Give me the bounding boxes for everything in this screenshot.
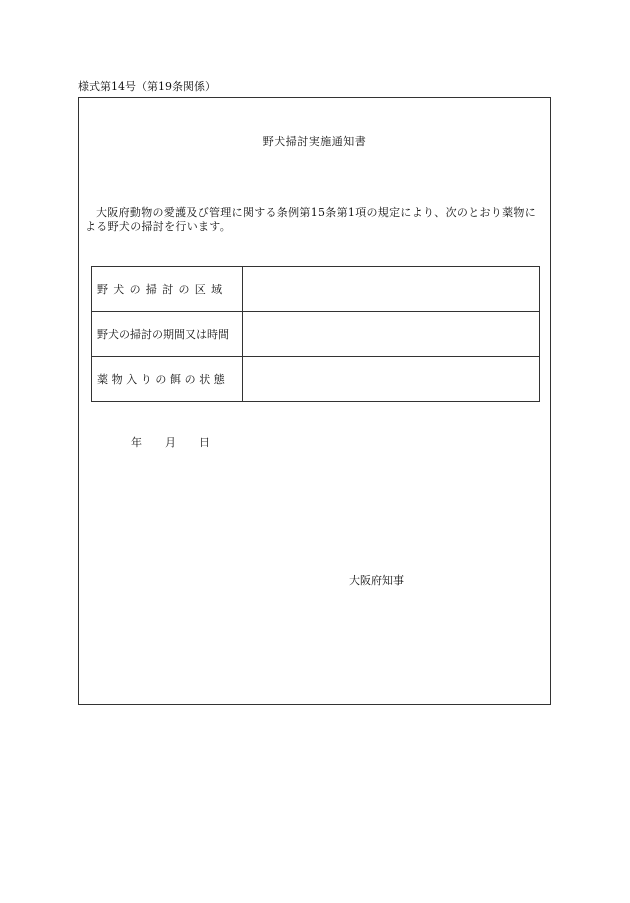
details-table bbox=[91, 266, 540, 402]
label-extermination-period: 野犬の掃討の期間又は時間 bbox=[92, 312, 243, 357]
document-frame bbox=[78, 97, 551, 705]
date-line bbox=[131, 434, 210, 450]
issuer-name: 大阪府知事 bbox=[349, 574, 404, 587]
table-row bbox=[92, 312, 540, 357]
date-day: 日 bbox=[199, 436, 210, 449]
date-month: 月 bbox=[165, 436, 176, 449]
label-extermination-area: 野犬の掃討の区域 bbox=[92, 267, 243, 312]
table-row bbox=[92, 357, 540, 402]
value-bait-condition[interactable] bbox=[243, 357, 540, 402]
document-title: 野犬掃討実施通知書 bbox=[262, 135, 367, 148]
value-extermination-period[interactable] bbox=[243, 312, 540, 357]
label-bait-condition: 薬物入りの餌の状態 bbox=[92, 357, 243, 402]
table-row bbox=[92, 267, 540, 312]
body-paragraph: 大阪府動物の愛護及び管理に関する条例第15条第1項の規定により、次のとおり薬物による野犬の掃討を行います。 bbox=[85, 206, 536, 233]
form-number: 様式第14号（第19条関係） bbox=[78, 80, 216, 93]
value-extermination-area[interactable] bbox=[243, 267, 540, 312]
date-year: 年 bbox=[131, 436, 142, 449]
